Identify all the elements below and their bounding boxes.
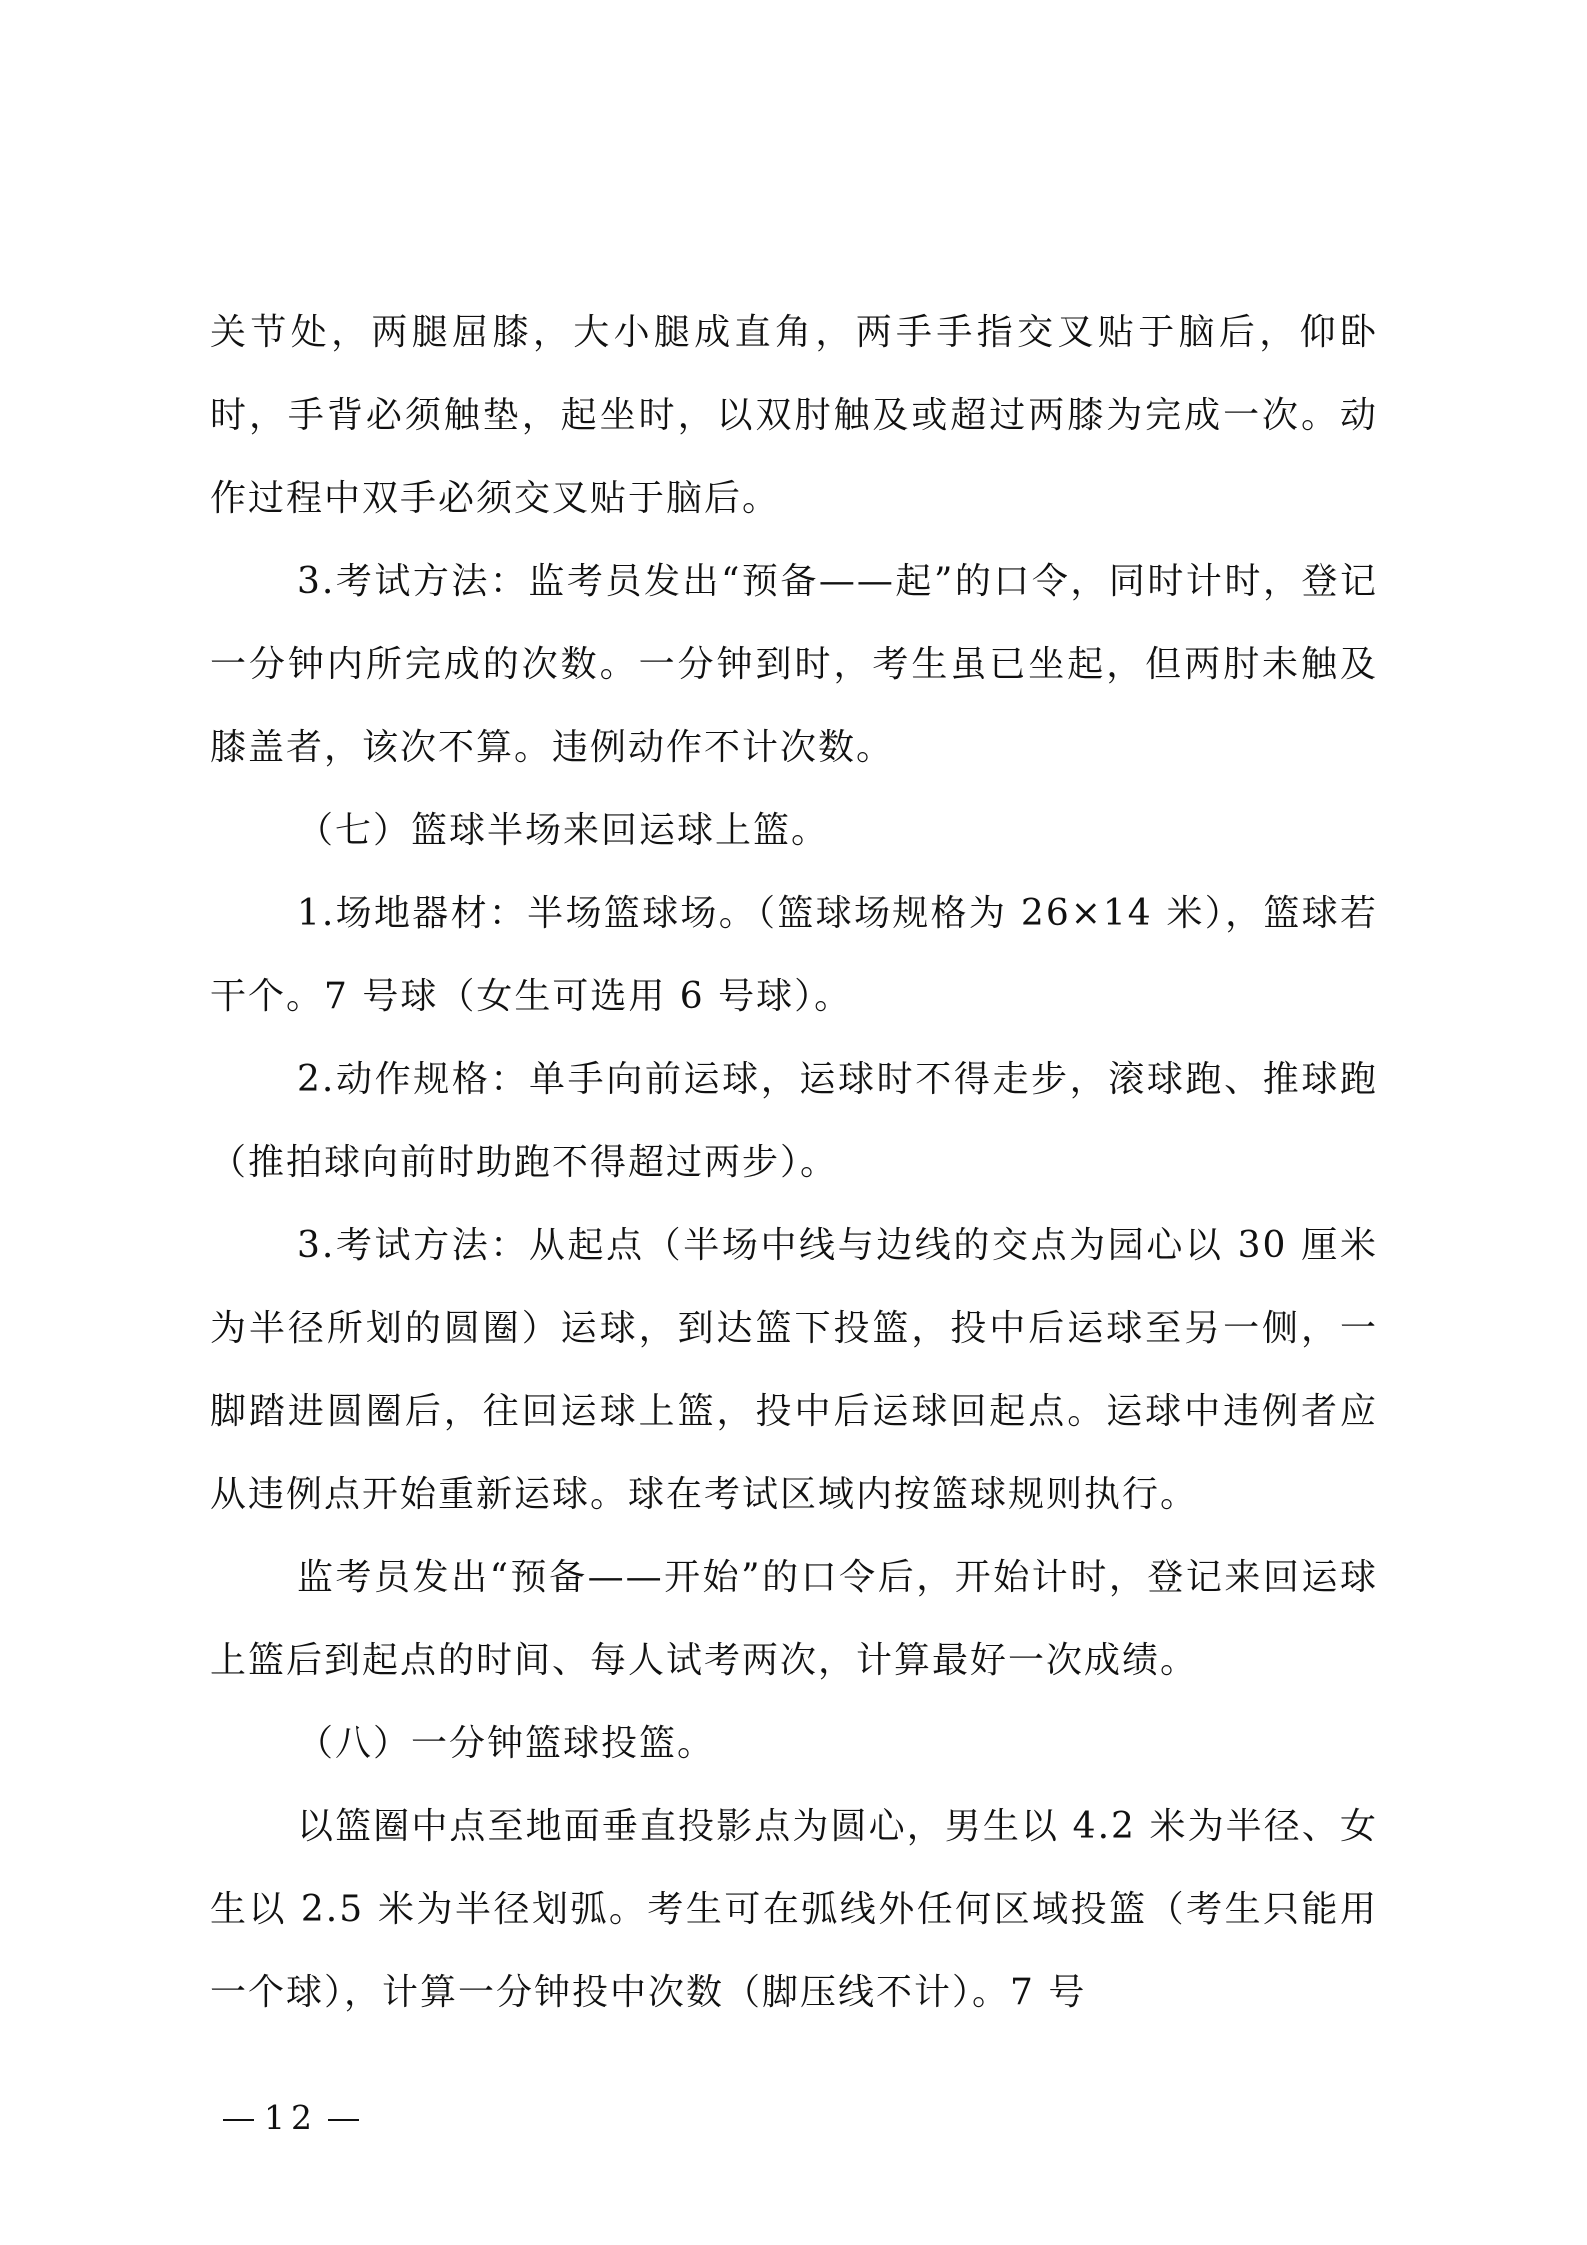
paragraph-basketball-action-rules: 2.动作规格：单手向前运球，运球时不得走步，滚球跑、推球跑（推拍球向前时助跑不得超过两步）。 <box>210 1059 1378 1183</box>
page-number: 12 <box>264 2098 318 2137</box>
page-number-footer <box>213 2098 369 2138</box>
paragraph-basketball-equipment: 1.场地器材：半场篮球场。（篮球场规格为 26×14 米），篮球若干个。7 号球（女生可选用 6 号球）。 <box>210 893 1378 1017</box>
section-heading-basketball-dribble-layup: （七）篮球半场来回运球上篮。 <box>297 810 830 851</box>
paragraph-continued-situp-description: 关节处，两腿屈膝，大小腿成直角，两手手指交叉贴于脑后，仰卧时，手背必须触垫，起坐时，以双肘触及或超过两膝为完成一次。动作过程中双手必须交叉贴于脑后。 <box>210 312 1378 519</box>
left-dash-line <box>223 2119 254 2121</box>
document-body <box>210 291 1378 2034</box>
section-heading-one-minute-shooting: （八）一分钟篮球投篮。 <box>297 1723 716 1764</box>
paragraph-basketball-test-method: 3.考试方法：从起点（半场中线与边线的交点为园心以 30 厘米为半径所划的圆圈）运球，到达篮下投篮，投中后运球至另一侧，一脚踏进圆圈后，往回运球上篮，投中后运球回起点。运球中违例者应从违例点开始重新运球。球在考试区域内按篮球规则执行。 <box>210 1225 1378 1515</box>
paragraph-one-minute-shooting-rules: 以篮圈中点至地面垂直投影点为圆心，男生以 4.2 米为半径、女生以 2.5 米为半径划弧。考生可在弧线外任何区域投篮（考生只能用一个球），计算一分钟投中次数（脚压线不计）。7 号 <box>210 1806 1378 2013</box>
paragraph-situp-test-method: 3.考试方法：监考员发出“预备——起”的口令，同时计时，登记一分钟内所完成的次数。一分钟到时，考生虽已坐起，但两肘未触及膝盖者，该次不算。违例动作不计次数。 <box>210 561 1378 768</box>
paragraph-examiner-timing: 监考员发出“预备——开始”的口令后，开始计时，登记来回运球上篮后到起点的时间、每人试考两次，计算最好一次成绩。 <box>210 1557 1378 1681</box>
right-dash-line <box>328 2119 359 2121</box>
